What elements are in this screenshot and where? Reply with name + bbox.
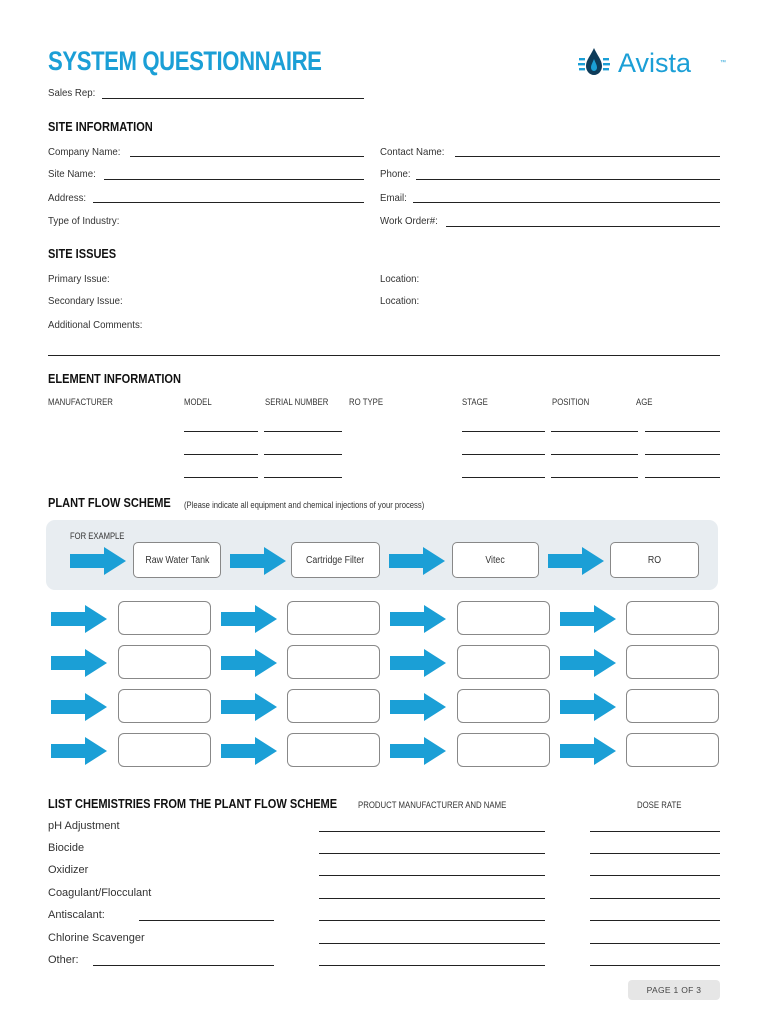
right-arrow-icon xyxy=(390,693,446,721)
dose-rate-field[interactable] xyxy=(590,875,720,876)
dose-rate-field[interactable] xyxy=(590,943,720,944)
dose-rate-field[interactable] xyxy=(590,920,720,921)
email-field[interactable] xyxy=(413,202,720,203)
element-field-r3-c3[interactable] xyxy=(462,477,545,478)
secondary-issue-label: Secondary Issue: xyxy=(48,295,123,307)
element-field-r2-c1[interactable] xyxy=(184,454,258,455)
flow-step-input-r3-c2[interactable] xyxy=(287,689,380,723)
element-field-r1-c1[interactable] xyxy=(184,431,258,432)
flow-step-input-r1-c3[interactable] xyxy=(457,601,550,635)
example-step-box xyxy=(452,542,539,578)
antiscalant-name-field[interactable] xyxy=(139,920,274,921)
additional-comments-field[interactable] xyxy=(48,355,720,356)
chemistry-label: Chlorine Scavenger xyxy=(48,932,145,944)
col-model: MODEL xyxy=(184,397,212,408)
chemistry-label: Other: xyxy=(48,954,79,966)
flow-step-input-r2-c4[interactable] xyxy=(626,645,719,679)
site-name-field[interactable] xyxy=(104,179,364,180)
col-serial-number: SERIAL NUMBER xyxy=(265,397,329,408)
flow-step-input-r2-c2[interactable] xyxy=(287,645,380,679)
phone-field[interactable] xyxy=(416,179,720,180)
example-step-label: RO xyxy=(647,554,662,566)
col-age: AGE xyxy=(636,397,653,408)
dose-rate-field[interactable] xyxy=(590,853,720,854)
element-field-r3-c5[interactable] xyxy=(645,477,720,478)
type-of-industry-label: Type of Industry: xyxy=(48,215,120,227)
right-arrow-icon xyxy=(560,605,616,633)
dose-rate-field[interactable] xyxy=(590,965,720,966)
right-arrow-icon xyxy=(548,547,604,575)
contact-name-field[interactable] xyxy=(455,156,720,157)
work-order-label: Work Order#: xyxy=(380,215,438,227)
example-step-box xyxy=(610,542,699,578)
location-label-1: Location: xyxy=(380,273,420,285)
water-drop-logo-icon xyxy=(578,46,610,82)
right-arrow-icon xyxy=(221,649,277,677)
example-step-box xyxy=(133,542,221,578)
product-name-field[interactable] xyxy=(319,853,545,854)
plant-flow-note: (Please indicate all equipment and chemical injections of your process) xyxy=(184,500,425,510)
dose-rate-field[interactable] xyxy=(590,831,720,832)
chemistry-label: Oxidizer xyxy=(48,864,89,876)
site-information-heading: SITE INFORMATION xyxy=(48,119,153,134)
flow-step-input-r4-c2[interactable] xyxy=(287,733,380,767)
brand-trademark: ™ xyxy=(720,60,726,66)
work-order-field[interactable] xyxy=(446,226,720,227)
example-step-label: Cartridge Filter xyxy=(306,554,365,566)
col-stage: STAGE xyxy=(462,397,488,408)
element-field-r2-c5[interactable] xyxy=(645,454,720,455)
right-arrow-icon xyxy=(51,693,107,721)
right-arrow-icon xyxy=(560,737,616,765)
address-label: Address: xyxy=(48,192,87,204)
sales-rep-field[interactable] xyxy=(102,98,364,99)
element-field-r1-c3[interactable] xyxy=(462,431,545,432)
right-arrow-icon xyxy=(51,737,107,765)
flow-step-input-r2-c1[interactable] xyxy=(118,645,211,679)
page-title: SYSTEM QUESTIONNAIRE xyxy=(48,46,322,76)
dose-rate-field[interactable] xyxy=(590,898,720,899)
product-name-field[interactable] xyxy=(319,943,545,944)
example-step-box xyxy=(291,542,380,578)
site-issues-heading: SITE ISSUES xyxy=(48,246,117,261)
email-label: Email: xyxy=(380,192,407,204)
plant-flow-heading: PLANT FLOW SCHEME xyxy=(48,495,171,510)
right-arrow-icon xyxy=(70,547,126,575)
flow-step-input-r2-c3[interactable] xyxy=(457,645,550,679)
product-name-field[interactable] xyxy=(319,875,545,876)
product-name-field[interactable] xyxy=(319,920,545,921)
chemistry-label: Antiscalant: xyxy=(48,909,105,921)
chemistry-label: Coagulant/Flocculant xyxy=(48,887,152,899)
col-position: POSITION xyxy=(552,397,590,408)
flow-step-input-r1-c4[interactable] xyxy=(626,601,719,635)
product-name-field[interactable] xyxy=(319,898,545,899)
phone-label: Phone: xyxy=(380,168,411,180)
product-name-field[interactable] xyxy=(319,965,545,966)
right-arrow-icon xyxy=(230,547,286,575)
sales-rep-label: Sales Rep: xyxy=(48,87,96,99)
page-indicator: PAGE 1 OF 3 xyxy=(628,980,720,1000)
flow-step-input-r1-c1[interactable] xyxy=(118,601,211,635)
flow-step-input-r3-c4[interactable] xyxy=(626,689,719,723)
element-field-r2-c4[interactable] xyxy=(551,454,638,455)
right-arrow-icon xyxy=(221,693,277,721)
product-name-field[interactable] xyxy=(319,831,545,832)
brand-name: Avista xyxy=(618,48,692,78)
flow-step-input-r3-c1[interactable] xyxy=(118,689,211,723)
element-field-r2-c2[interactable] xyxy=(264,454,342,455)
right-arrow-icon xyxy=(390,649,446,677)
primary-issue-label: Primary Issue: xyxy=(48,273,110,285)
element-field-r3-c1[interactable] xyxy=(184,477,258,478)
example-label: FOR EXAMPLE xyxy=(70,531,125,541)
chemistry-label: pH Adjustment xyxy=(48,820,120,832)
element-field-r1-c4[interactable] xyxy=(551,431,638,432)
element-field-r1-c5[interactable] xyxy=(645,431,720,432)
company-name-field[interactable] xyxy=(130,156,364,157)
flow-step-input-r3-c3[interactable] xyxy=(457,689,550,723)
company-name-label: Company Name: xyxy=(48,146,121,158)
element-field-r3-c4[interactable] xyxy=(551,477,638,478)
address-field[interactable] xyxy=(93,202,364,203)
col-ro-type: RO TYPE xyxy=(349,397,384,408)
example-step-label: Raw Water Tank xyxy=(144,554,210,566)
col-product-manufacturer: PRODUCT MANUFACTURER AND NAME xyxy=(358,800,507,811)
right-arrow-icon xyxy=(390,605,446,633)
chemistry-label: Biocide xyxy=(48,842,85,854)
right-arrow-icon xyxy=(51,649,107,677)
right-arrow-icon xyxy=(560,649,616,677)
right-arrow-icon xyxy=(390,737,446,765)
flow-step-input-r4-c1[interactable] xyxy=(118,733,211,767)
right-arrow-icon xyxy=(51,605,107,633)
element-field-r3-c2[interactable] xyxy=(264,477,342,478)
flow-step-input-r4-c4[interactable] xyxy=(626,733,719,767)
right-arrow-icon xyxy=(389,547,445,575)
example-step-label: Vitec xyxy=(485,554,506,566)
avista-logo xyxy=(578,44,728,84)
location-label-2: Location: xyxy=(380,295,420,307)
contact-name-label: Contact Name: xyxy=(380,146,445,158)
site-name-label: Site Name: xyxy=(48,168,96,180)
right-arrow-icon xyxy=(221,605,277,633)
chemistries-heading: LIST CHEMISTRIES FROM THE PLANT FLOW SCHEME xyxy=(48,796,338,811)
element-information-heading: ELEMENT INFORMATION xyxy=(48,371,182,386)
col-dose-rate: DOSE RATE xyxy=(637,800,682,811)
element-field-r2-c3[interactable] xyxy=(462,454,545,455)
right-arrow-icon xyxy=(221,737,277,765)
col-manufacturer: MANUFACTURER xyxy=(48,397,113,408)
element-field-r1-c2[interactable] xyxy=(264,431,342,432)
flow-step-input-r4-c3[interactable] xyxy=(457,733,550,767)
additional-comments-label: Additional Comments: xyxy=(48,319,143,331)
right-arrow-icon xyxy=(560,693,616,721)
other-name-field[interactable] xyxy=(93,965,274,966)
flow-step-input-r1-c2[interactable] xyxy=(287,601,380,635)
